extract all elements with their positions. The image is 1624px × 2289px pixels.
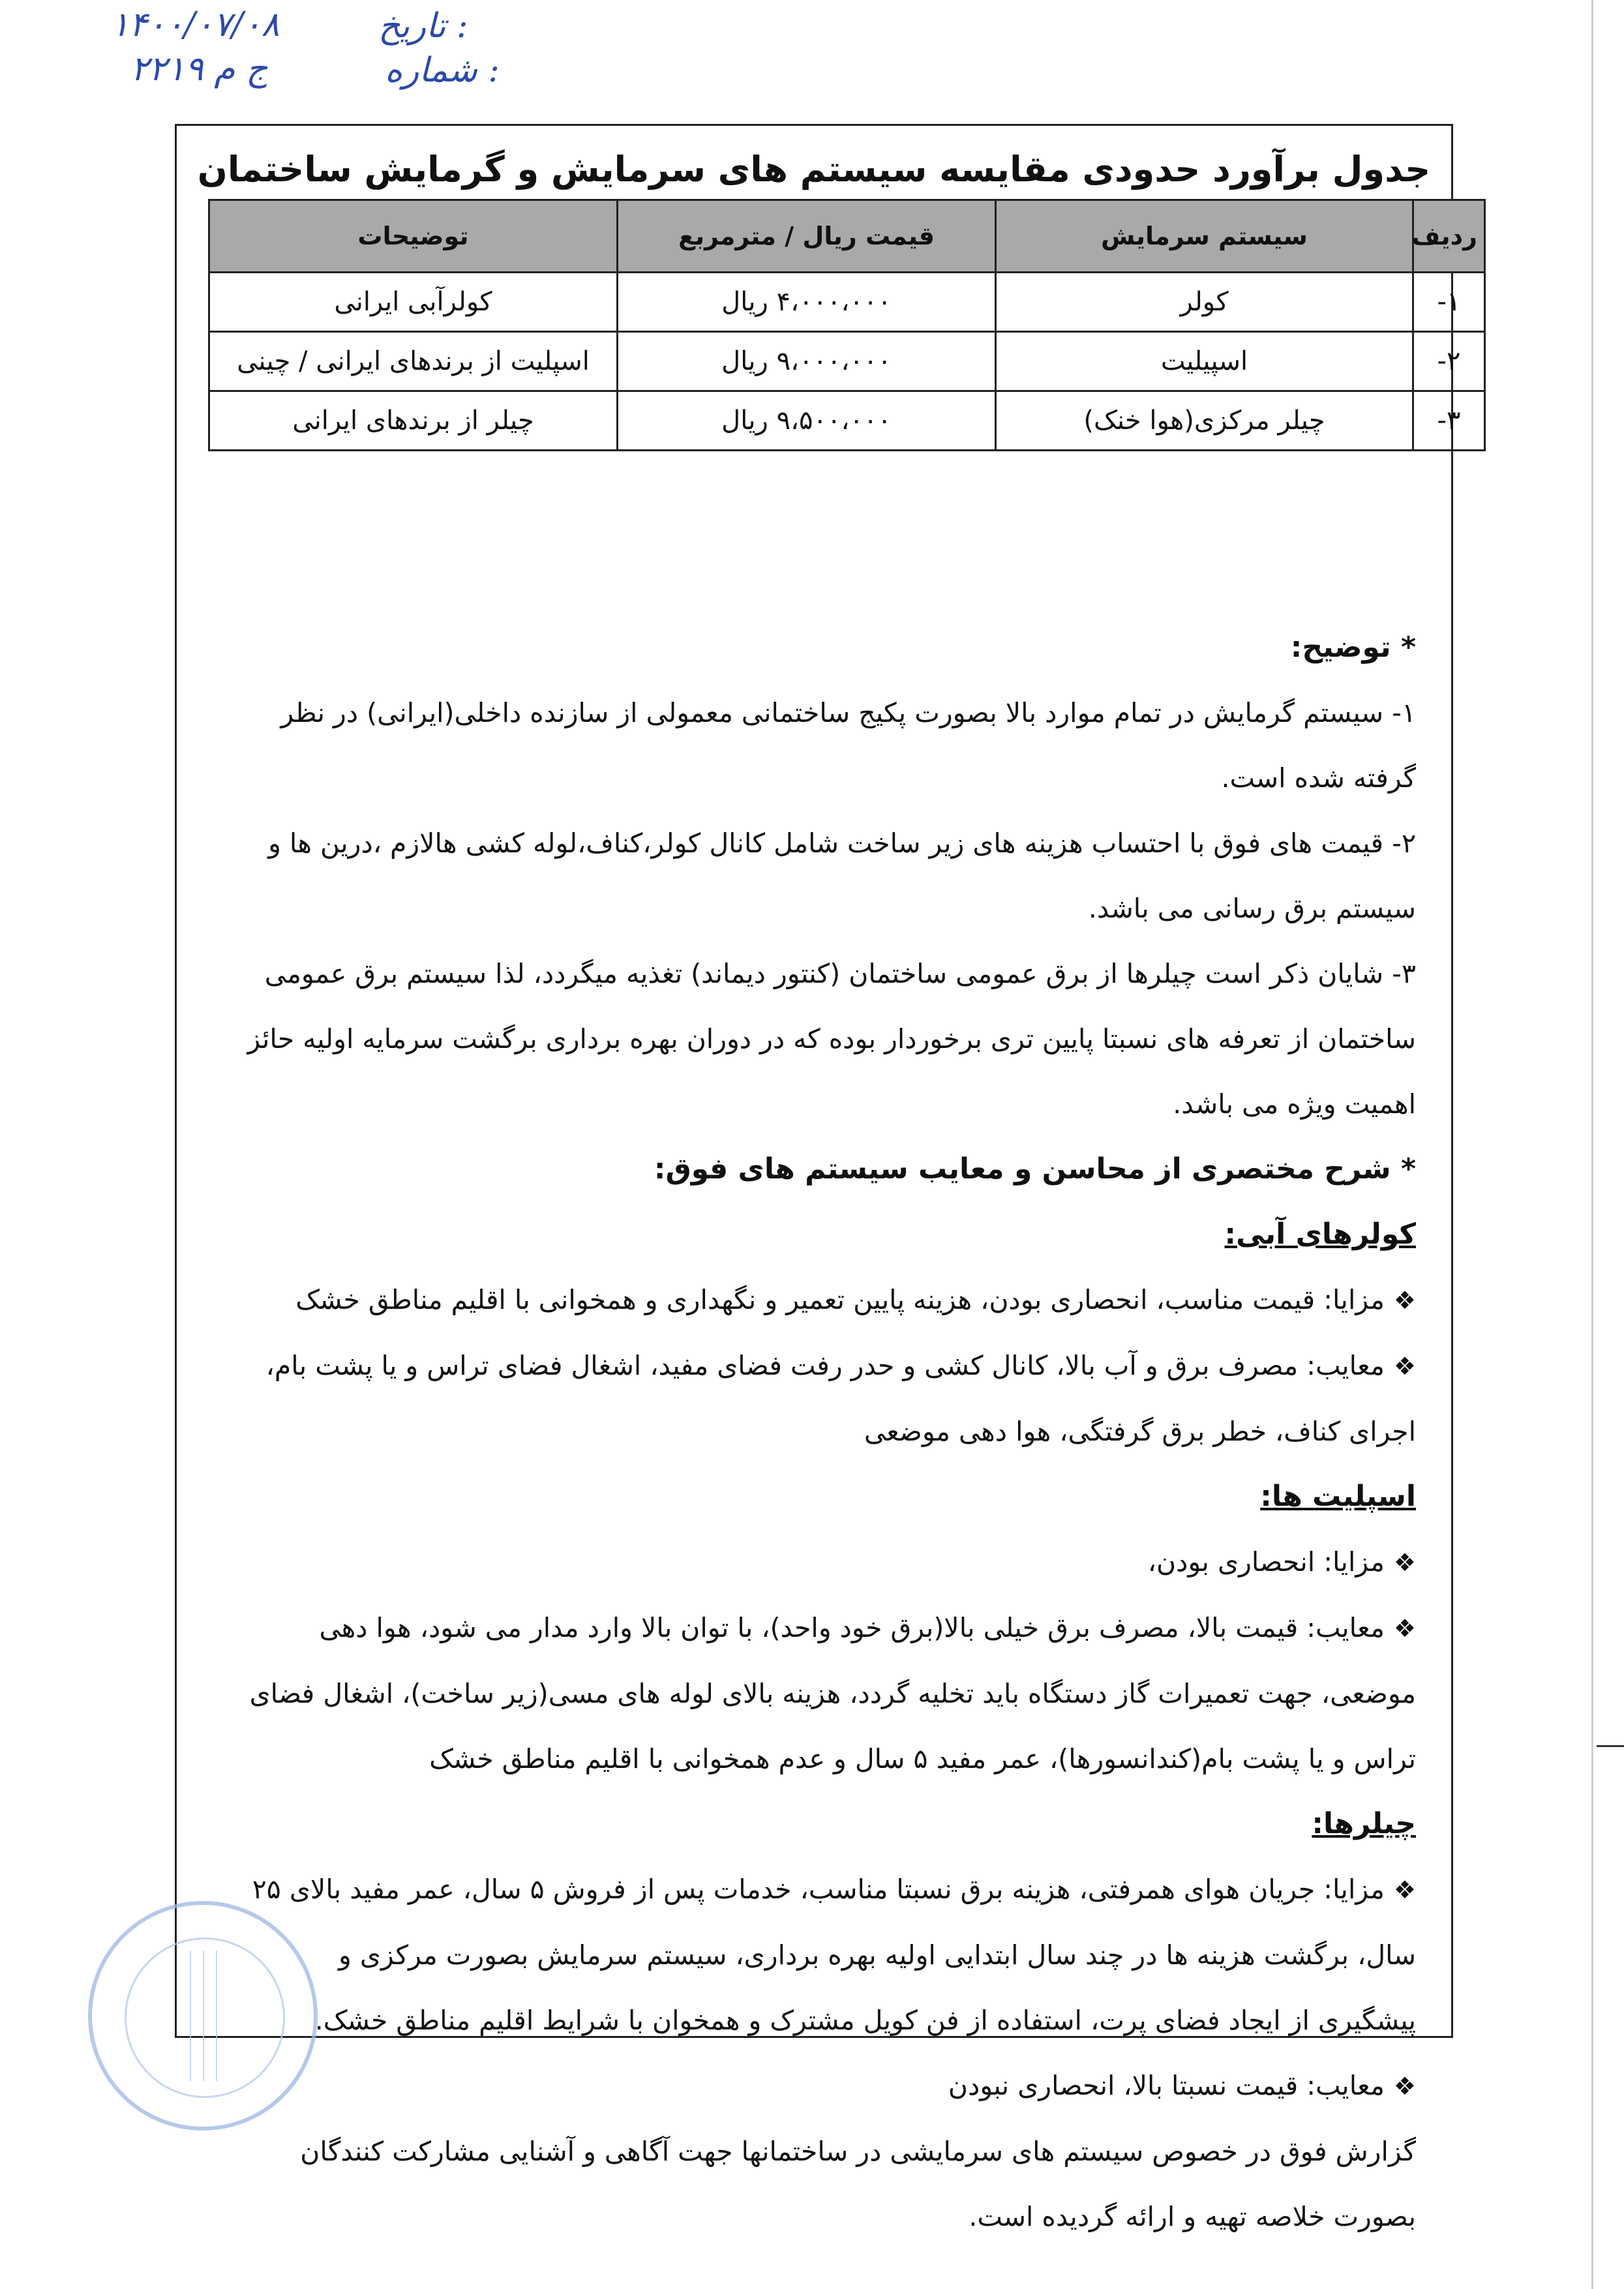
diamond-bullet-icon: ❖ [1393, 1876, 1416, 1904]
stamp-mark [203, 1951, 204, 2081]
section-title-splits: اسپلیت ها: [1260, 1480, 1416, 1513]
document-body [235, 615, 1416, 2249]
cell-row-number: ۱- [1413, 273, 1485, 332]
stamp-seal [88, 1901, 318, 2131]
note-item: ۲- قیمت های فوق با احتساب هزینه های زیر ساخت شامل کانال کولر،کناف،لوله کشی هالازم ،درین ها و سیستم برق رسانی می باشد. [268, 828, 1416, 924]
date-label: تاریخ : [378, 7, 468, 46]
page-edge-line [1591, 0, 1593, 2289]
cell-system: اسپیلیت [996, 332, 1413, 391]
table-row [209, 332, 1485, 391]
diamond-bullet-icon: ❖ [1393, 1286, 1416, 1315]
stamp-mark [216, 1951, 217, 2081]
header-system: سیستم سرمایش [996, 200, 1413, 273]
list-item [235, 1267, 1416, 1333]
bullet-text: مزایا: قیمت مناسب، انحصاری بودن، هزینه پایین تعمیر و نگهداری و همخوانی با اقلیم مناطق خشک [295, 1284, 1385, 1315]
diamond-bullet-icon: ❖ [1393, 2072, 1416, 2101]
date-value: ۱۴۰۰/۰۷/۰۸ [111, 5, 280, 44]
bullet-text: مزایا: جریان هوای همرفتی، هزینه برق نسبتا مناسب، خدمات پس از فروش ۵ سال، عمر مفید بالای ۲۵ سال، برگشت هزینه ها در چند سال ابتدایی اولیه بهره برداری، سیستم سرمایش بصورت مرکزی و پیشگیری از ایجاد فضای پرت، استفاده از فن کویل مشترک و همخوان با شرایط اقلیم مناطق خشک. [252, 1874, 1416, 2036]
number-label: شماره : [385, 51, 500, 90]
section-title-evaporative-coolers: کولرهای آبی: [1224, 1218, 1416, 1251]
table-row [209, 391, 1485, 451]
cell-row-number: ۳- [1413, 391, 1485, 451]
list-item [235, 1333, 1416, 1464]
cell-row-number: ۲- [1413, 332, 1485, 391]
list-item [235, 2053, 1416, 2119]
summary-heading: * شرح مختصری از محاسن و معایب سیستم های فوق: [654, 1152, 1416, 1186]
list-item [235, 1595, 1416, 1791]
header-description: توضیحات [209, 200, 618, 273]
diamond-bullet-icon: ❖ [1393, 1548, 1416, 1577]
table-header-row [209, 200, 1485, 273]
bullet-text: مزایا: انحصاری بودن، [1147, 1546, 1385, 1578]
cell-description: چیلر از برندهای ایرانی [209, 391, 618, 451]
cell-price: ۹،۰۰۰،۰۰۰ ریال [618, 332, 996, 391]
list-item [235, 1529, 1416, 1595]
document-title: جدول برآورد حدودی مقایسه سیستم های سرمایش و گرمایش ساختمان [197, 149, 1431, 190]
bullet-text: معایب: قیمت نسبتا بالا، انحصاری نبودن [948, 2070, 1385, 2101]
stamp-inner-ring [125, 1937, 285, 2098]
cell-system: کولر [996, 273, 1413, 332]
cell-description: اسپلیت از برندهای ایرانی / چینی [209, 332, 618, 391]
cell-price: ۹،۵۰۰،۰۰۰ ریال [618, 391, 996, 451]
list-item [235, 1857, 1416, 2053]
notes-heading: * توضیح: [1290, 631, 1416, 664]
cell-price: ۴،۰۰۰،۰۰۰ ریال [618, 273, 996, 332]
diamond-bullet-icon: ❖ [1393, 1352, 1416, 1381]
note-item: ۱- سیستم گرمایش در تمام موارد بالا بصورت پکیج ساختمانی معمولی از سازنده داخلی(ایرانی) در نظر گرفته شده است. [280, 697, 1416, 794]
handwritten-header [104, 0, 500, 98]
page-edge-mark [1597, 1745, 1624, 1747]
section-title-chillers: چیلرها: [1312, 1807, 1416, 1840]
cell-system: چیلر مرکزی(هوا خنک) [996, 391, 1413, 451]
bullet-text: معایب: قیمت بالا، مصرف برق خیلی بالا(برق خود واحد)، با توان بالا وارد مدار می شود، هوا دهی موضعی، جهت تعمیرات گاز دستگاه باید تخلیه گردد، هزینه بالای لوله های مسی(زیر ساخت)، اشغال فضای تراس و یا پشت بام(کندانسورها)، عمر مفید ۵ سال و عدم همخوانی با اقلیم مناطق خشک [249, 1612, 1416, 1774]
cell-description: کولرآبی ایرانی [209, 273, 618, 332]
closing-paragraph: گزارش فوق در خصوص سیستم های سرمایشی در ساختمانها جهت آگاهی و آشنایی مشارکت کنندگان بصورت خلاصه تهیه و ارائه گردیده است. [300, 2136, 1416, 2232]
stamp-mark [190, 1951, 191, 2081]
number-value: ۲۲۱۹ ج م [130, 50, 268, 89]
bullet-text: معایب: مصرف برق و آب بالا، کانال کشی و حدر رفت فضای مفید، اشغال فضای تراس و یا پشت بام، اجرای کناف، خطر برق گرفتگی، هوا دهی موضعی [265, 1350, 1416, 1447]
note-item: ۳- شایان ذکر است چیلرها از برق عمومی ساختمان (کنتور دیماند) تغذیه میگردد، لذا سیستم برق عمومی ساختمان از تعرفه های نسبتا پایین تری برخوردار بوده که در دوران بهره برداری برگشت سرمایه اولیه حائز اهمیت ویژه می باشد. [247, 958, 1416, 1120]
table-row [209, 273, 1485, 332]
cost-table [208, 199, 1486, 451]
header-price: قیمت ریال / مترمربع [618, 200, 996, 273]
header-row-number: ردیف [1413, 200, 1485, 273]
document-frame [175, 124, 1477, 2232]
diamond-bullet-icon: ❖ [1393, 1614, 1416, 1643]
